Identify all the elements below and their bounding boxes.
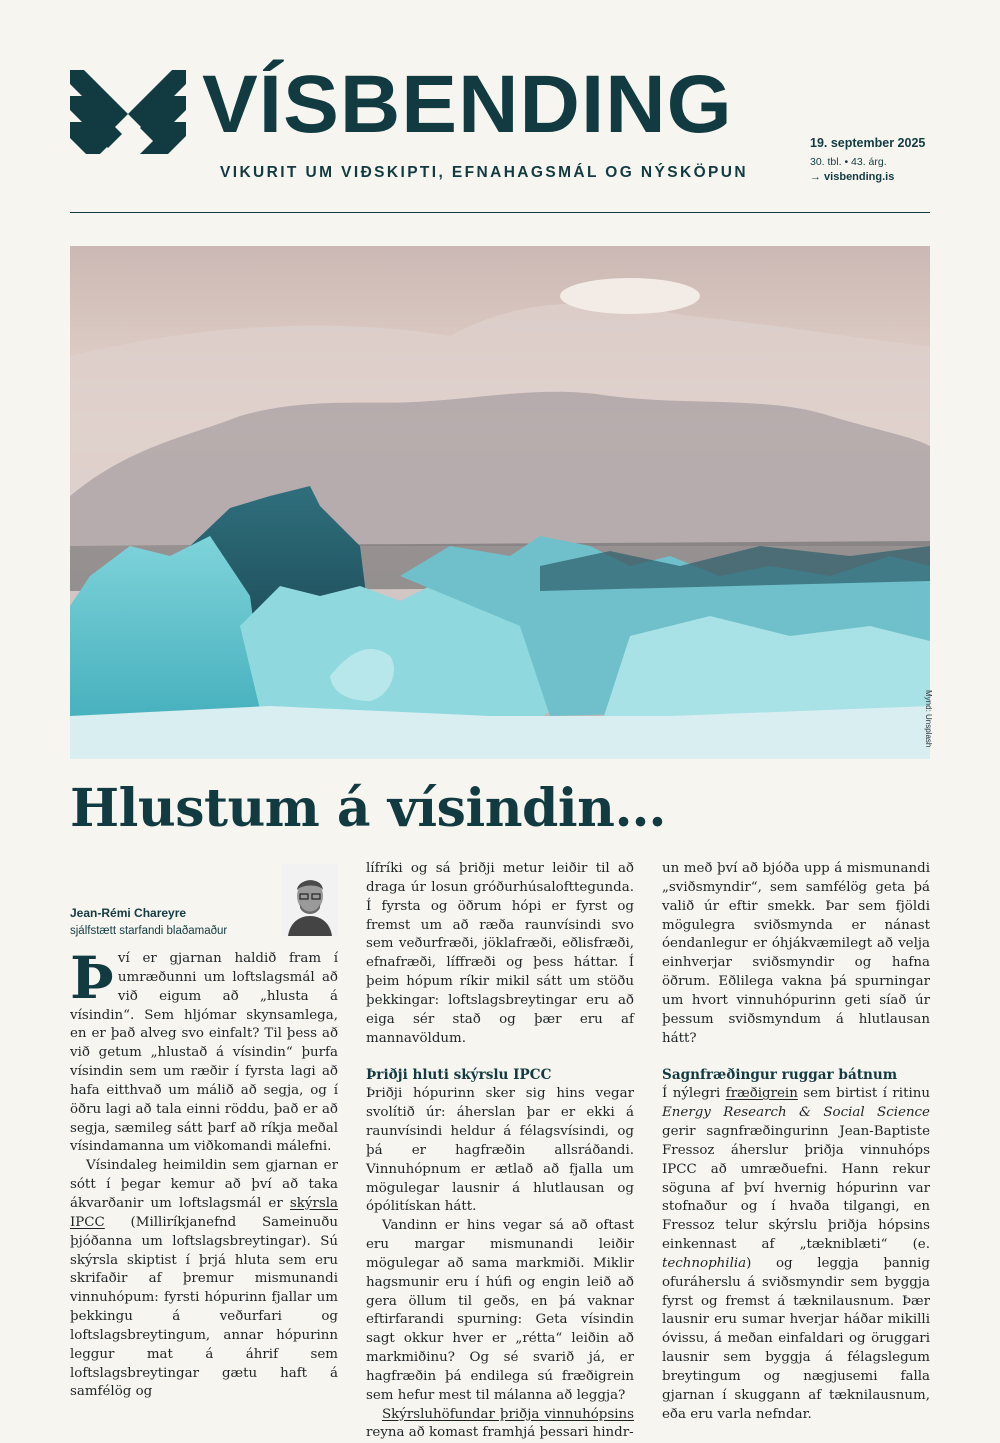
website-link[interactable]: → visbending.is [810,171,895,183]
header-divider [70,212,930,213]
masthead [70,59,930,210]
article-paragraph: Vandinn er hins vegar sá að oftast eru margar mismunandi leiðir mögulegar að sama markmiði. Miklir hagsmunir eru í húfi og engin leið að gera öllum til geðs, en þá vaknar eftirfarandi spurning: Geta vísindin sagt okkur hver er „rétta“ leiðin að markmiðinu? Og sé svarið já, er hagfræðin þá endilega sú fræðigrein sem hefur mest til málanna að leggja? [366,1218,634,1403]
tagline: VIKURIT UM VIÐSKIPTI, EFNAHAGSMÁL OG NÝSKÖPUN [220,164,748,181]
article-paragraph: Þriðji hópurinn sker sig hins vegar svolítið úr: áherslan þar er ekki á raunvísindi heldur á félagsvísindi, og þá er hagfræðin allsráðandi. Vinnuhópnum er ætlað að fjalla um mögulegar lausnir á hlutlausan og ópólitískan hátt. [366,1086,634,1215]
working-group-link[interactable]: Skýrsluhöfundar þriðja vinnuhópsins [382,1406,634,1422]
issue-meta [810,136,925,183]
author-role: sjálfstætt starfandi blaðamaður [70,925,228,937]
section-heading: Þriðji hluti skýrslu IPCC [366,1067,552,1084]
ipcc-report-link[interactable]: skýrsla IPCC [70,1195,338,1230]
issue-number: 30. tbl. • 43. árg. [810,156,887,168]
research-article-link[interactable]: fræðigrein [725,1086,798,1102]
drop-cap: Þ [70,944,114,1012]
author-name: Jean-Rémi Chareyre [70,906,187,920]
photo-credit: Mynd: Unsplash [924,690,933,748]
article-paragraph: Í nýlegri fræðigrein sem birtist í ritinu Energy Research & Social Science gerir sagnfræðingurinn Jean-Baptiste Fressoz áherslur þriðja vinnuhóps IPCC að umræðuefni. Hann rekur söguna af því hvernig hópurinn var stofnaður og í hvaða tilgangi, en Fressoz telur skýrslu þriðja hópsins einkennast af „tækniblæti“ (e. technophilia) og leggja þannig ofuráherslu á sviðsmyndir sem byggja fyrst og fremst á tæknilausnum. Þær lausnir eru sumar hverjar háðar mikilli óvissu, á meðan einfaldari og öruggari lausnir sem byggja á félagslegum breytingum og nægjusemi falla gjarnan í skuggann af tæknilausnum, eða eru varla nefndar. [662,1086,930,1422]
article-paragraph: Skýrsluhöfundar þriðja vinnuhópsins reyna að komast framhjá þessari hindr- [366,1406,634,1441]
issue-date: 19. september 2025 [810,136,926,150]
journal-name: Energy Research & Social Science [662,1105,930,1121]
article-column-1 [70,860,338,1402]
article-column-3 [662,860,930,1424]
glacier-lagoon-photo [70,246,930,759]
author-block [70,860,338,950]
article-paragraph: Vísindaleg heimildin sem gjarnan er sótt í þegar kemur að því að taka ákvarðanir um loftslagsmál er skýrsla IPCC (Milliríkjanefnd Sameinuðu þjóðanna um loftslagsbreytingar). Sú skýrsla skiptist í þrjá hluta sem eru skrifaðir af þremur mismunandi vinnuhópum: fyrsti hópurinn fjallar um þekkingu á veðurfari og loftslagsbreytingum, annar hópurinn leggur mat á áhrif sem loftslagsbreytingar gætu haft á samfélög og [70,1158,338,1400]
author-portrait [282,864,338,936]
term: technophilia [662,1255,747,1271]
visbending-logo-icon [70,70,186,154]
article-column-2 [366,860,634,1443]
section-heading: Sagnfræðingur ruggar bátnum [662,1067,898,1084]
article-paragraph: un með því að bjóða upp á mismunandi „sviðsmyndir“, sem samfélög geta þá valið úr eftir smekk. Þar sem fjöldi mögulegra sviðsmynda er nánast óendanlegur er óhjákvæmilegt að velja einhverjar sviðsmyndir og hafna öðrum. Eðlilega vakna þá spurningar um hvort vinnuhópurinn geti síað úr þessum sviðsmyndum á hlutlausan hátt? [662,861,930,1046]
article-title: Hlustum á vísindin… [70,778,666,839]
article-paragraph: Því er gjarnan haldið fram í umræðunni um loftslagsmál að við eigum að „hlusta á vísindin“. Sem hljómar skynsamlega, en er það alveg svo einfalt? Til þess að við getum „hlustað á vísindin“ þurfa vísindin sem um ræðir í fyrsta lagi að hafa eitthvað um málið að segja, og í öðru lagi að tala einni röddu, það er að segja, sæmileg sátt þarf að ríkja meðal vísindamanna um viðkomandi málefni. [70,944,338,1155]
article-paragraph: lífríki og sá þriðji metur leiðir til að draga úr losun gróðurhúsalofttegunda. Í fyrsta og öðrum hópi er fyrst og fremst um að ræða raunvísindi svo sem veðurfræði, jöklafræði, eðlisfræði, efnafræði, líffræði og þess háttar. Í þeim hópum ríkir mikil sátt um stöðu þekkingar: loftslagsbreytingar eru að eiga sér stað og þær eru af mannavöldum. [366,861,634,1046]
brand-title: VÍSBENDING [202,59,733,150]
